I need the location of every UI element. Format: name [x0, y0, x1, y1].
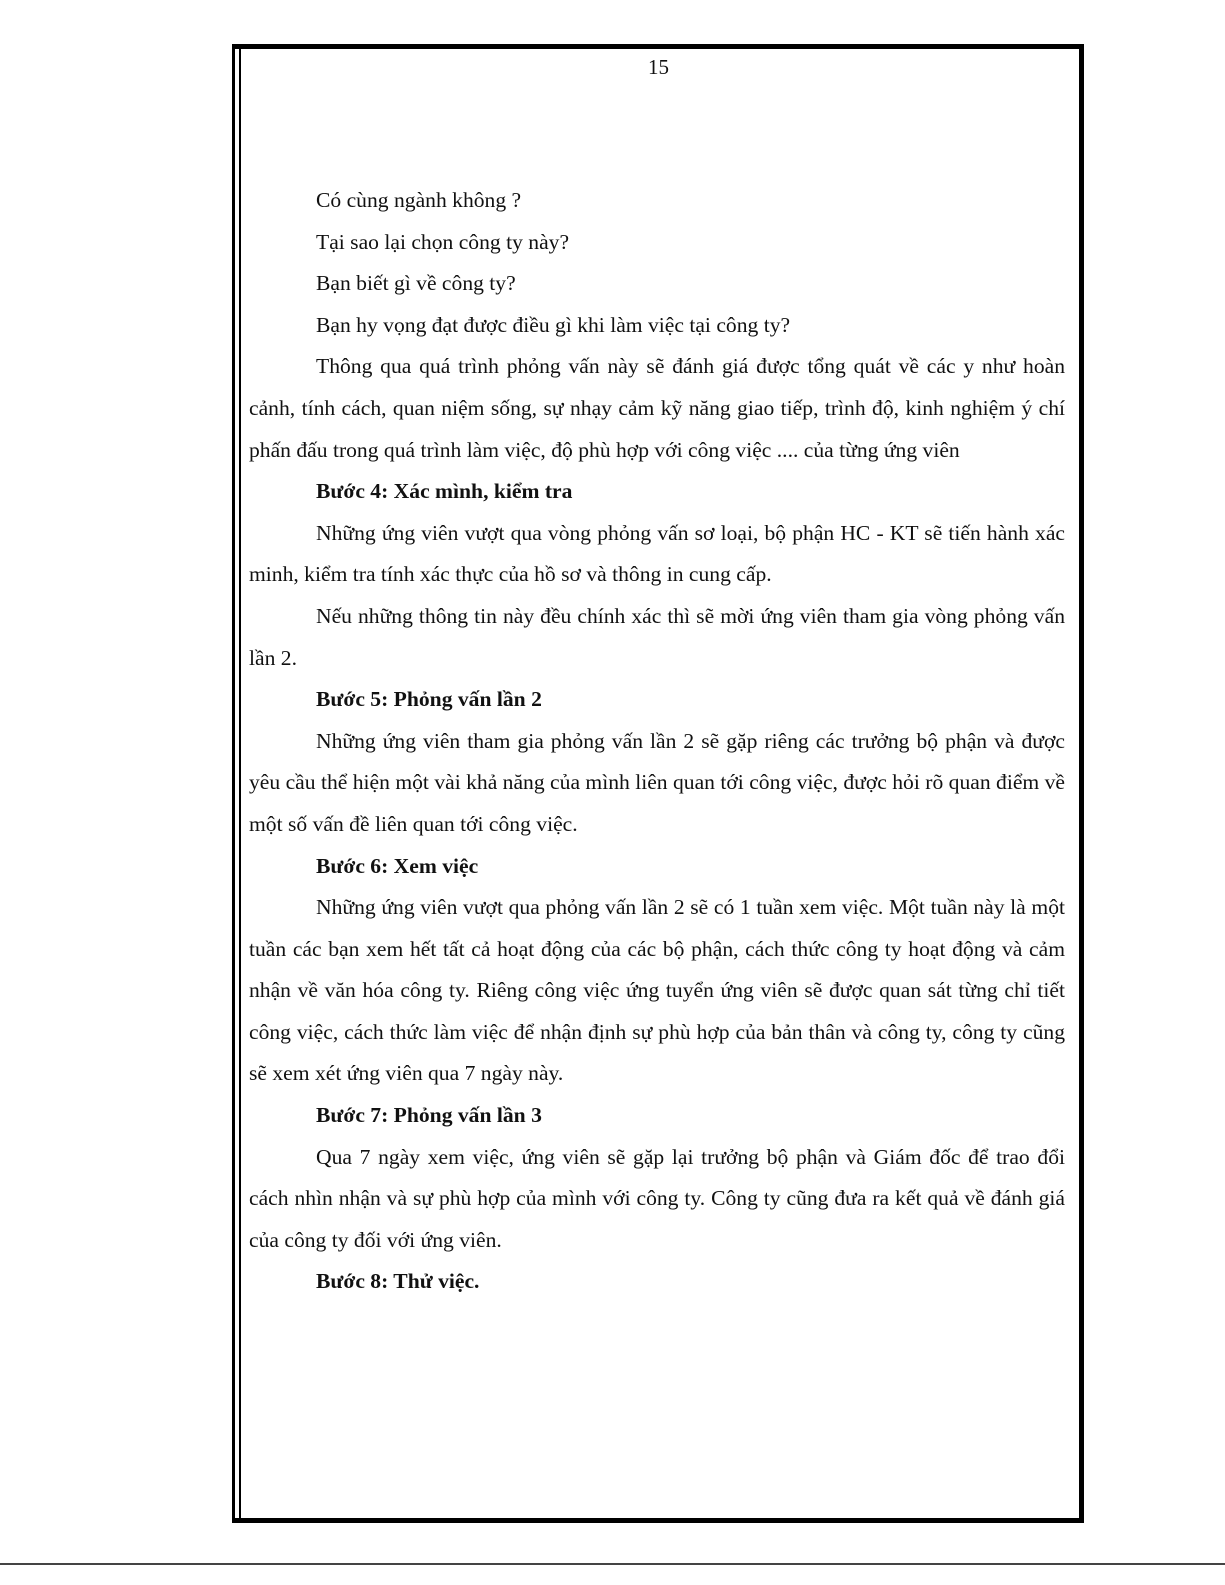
- step-4-paragraph: Nếu những thông tin này đều chính xác thì sẽ mời ứng viên tham gia vòng phỏng vấn lần 2.: [249, 603, 1065, 670]
- question-line: Có cùng ngành không ?: [316, 188, 522, 212]
- summary-paragraph: Thông qua quá trình phỏng vấn này sẽ đánh giá được tổng quát về các y như hoàn cảnh, tính cách, quan niệm sống, sự nhạy cảm kỹ năng giao tiếp, trình độ, kinh nghiệm ý chí phấn đấu trong quá trình làm việc, độ phù hợp với công việc .... của từng ứng viên: [249, 354, 1065, 462]
- step-6-heading: Bước 6: Xem việc: [316, 853, 479, 878]
- question-line: Tại sao lại chọn công ty này?: [316, 229, 570, 254]
- document-body: [249, 180, 1065, 1303]
- step-5-paragraph: Những ứng viên tham gia phỏng vấn lần 2 sẽ gặp riêng các trưởng bộ phận và được yêu cầu thể hiện một vài khả năng của mình liên quan tới công việc, được hỏi rõ quan điểm về một số vấn đề liên quan tới công việc.: [249, 728, 1065, 836]
- step-6-paragraph: Những ứng viên vượt qua phỏng vấn lần 2 sẽ có 1 tuần xem việc. Một tuần này là một tuần các bạn xem hết tất cả hoạt động của các bộ phận, cách thức công ty hoạt động và cảm nhận về văn hóa công ty. Riêng công việc ứng tuyển ứng viên sẽ được quan sát từng chỉ tiết công việc, cách thức làm việc để nhận định sự phù hợp của bản thân và công ty, công ty cũng sẽ xem xét ứng viên qua 7 ngày này.: [249, 895, 1065, 1086]
- step-7-paragraph: Qua 7 ngày xem việc, ứng viên sẽ gặp lại trưởng bộ phận và Giám đốc để trao đổi cách nhìn nhận và sự phù hợp của mình với công ty. Công ty cũng đưa ra kết quả về đánh giá của công ty đối với ứng viên.: [249, 1144, 1065, 1252]
- page-number: 15: [648, 55, 669, 79]
- step-5-heading: Bước 5: Phỏng vấn lần 2: [316, 687, 542, 712]
- question-line: Bạn hy vọng đạt được điều gì khi làm việc tại công ty?: [316, 312, 791, 337]
- step-4-paragraph: Những ứng viên vượt qua vòng phỏng vấn sơ loại, bộ phận HC - KT sẽ tiến hành xác minh, kiểm tra tính xác thực của hồ sơ và thông in cung cấp.: [249, 520, 1065, 587]
- bottom-divider: [0, 1563, 1225, 1565]
- step-4-heading: Bước 4: Xác mình, kiểm tra: [316, 479, 573, 504]
- page-border-inner-line: [239, 49, 241, 1518]
- step-8-heading: Bước 8: Thử việc.: [316, 1269, 480, 1294]
- step-7-heading: Bước 7: Phỏng vấn lần 3: [316, 1103, 542, 1128]
- question-line: Bạn biết gì về công ty?: [316, 271, 516, 296]
